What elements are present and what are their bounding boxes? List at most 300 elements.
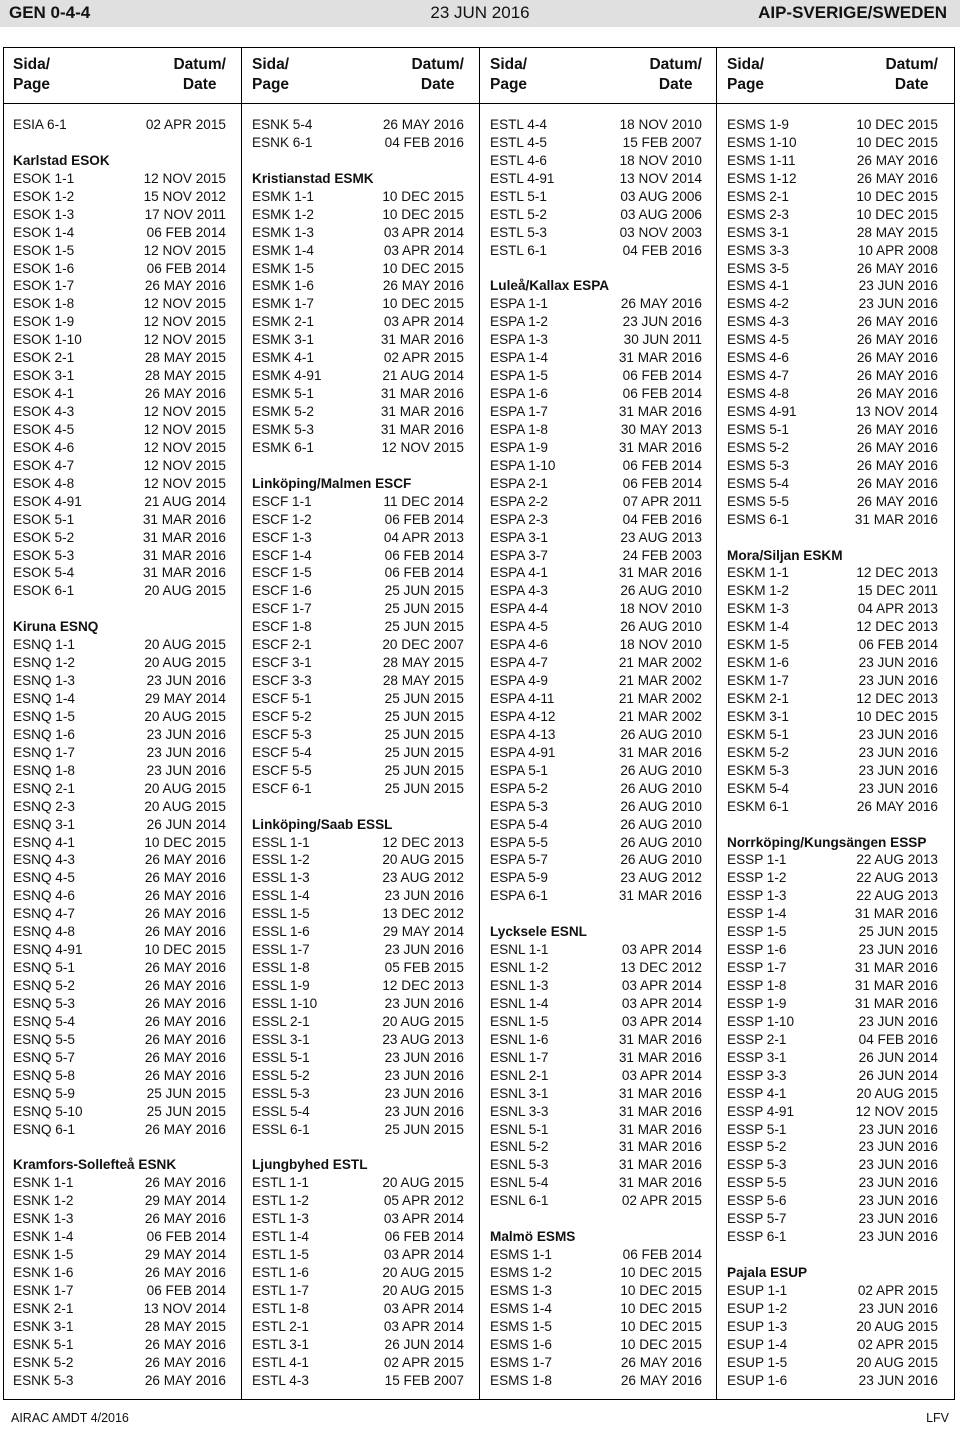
effective-date: 12 DEC 2013 (382, 834, 464, 850)
page-entry (490, 1085, 702, 1103)
page-ref: ESPA 1-9 (490, 439, 548, 455)
page-ref: ESOK 1-4 (13, 224, 75, 240)
page-entry (13, 475, 226, 493)
page-ref: ESNK 1-7 (13, 1282, 74, 1298)
effective-date: 23 JUN 2016 (146, 744, 226, 760)
page-ref: ESNL 3-3 (490, 1103, 549, 1119)
page-ref: ESCF 1-6 (252, 583, 312, 599)
page-ref: ESOK 1-5 (13, 242, 75, 258)
effective-date: 20 AUG 2015 (144, 798, 226, 814)
page-ref: ESTL 5-3 (490, 224, 547, 240)
page-ref: ESKM 1-7 (727, 673, 789, 689)
page-label-en: Page (727, 76, 765, 93)
page-ref: ESCF 1-5 (252, 565, 312, 581)
effective-date: 20 AUG 2015 (382, 1175, 464, 1191)
effective-date: 28 MAY 2015 (144, 350, 226, 366)
page-ref: ESMS 1-9 (727, 117, 789, 132)
page-ref: ESKM 1-4 (727, 619, 789, 635)
page-entry (13, 816, 226, 834)
page-ref: ESTL 4-91 (490, 170, 555, 186)
page-ref: ESSL 1-3 (252, 870, 310, 886)
effective-date: 15 FEB 2007 (384, 1372, 464, 1388)
effective-date: 12 NOV 2015 (143, 170, 226, 186)
page-entry (252, 672, 464, 690)
effective-date: 25 JUN 2015 (146, 1103, 226, 1119)
effective-date: 26 JUN 2014 (858, 1049, 938, 1065)
page-entry (252, 331, 464, 349)
page-entry (13, 1300, 226, 1318)
page-entry (727, 349, 938, 367)
page-ref: ESNK 5-4 (252, 117, 313, 132)
page-entry (490, 600, 702, 618)
page-entry (490, 385, 702, 403)
page-ref: ESSL 1-9 (252, 978, 310, 993)
page-entry (252, 1318, 464, 1336)
page-entry (13, 1031, 226, 1049)
page-entry (727, 1067, 938, 1085)
page-entry (252, 493, 464, 511)
page-ref: ESCF 6-1 (252, 780, 312, 796)
page-entry (13, 529, 226, 547)
page-ref: ESOK 6-1 (13, 583, 75, 599)
page-ref: ESTL 3-1 (252, 1336, 309, 1352)
page-ref: ESNK 6-1 (252, 134, 313, 150)
page-entry (727, 672, 938, 690)
effective-date: 26 JUN 2014 (384, 1336, 464, 1352)
page-entry (252, 1300, 464, 1318)
effective-date: 26 JUN 2014 (858, 1067, 938, 1083)
page-entry (727, 1085, 938, 1103)
page-ref: ESTL 4-6 (490, 152, 547, 168)
effective-date: 21 MAR 2002 (618, 673, 702, 689)
page-ref: ESUP 1-4 (727, 1336, 788, 1352)
page-ref: ESUP 1-6 (727, 1372, 788, 1388)
effective-date: 31 MAR 2016 (618, 1139, 702, 1155)
page-entry (252, 260, 464, 278)
page-ref: ESSP 1-2 (727, 870, 787, 886)
page-ref: ESOK 1-10 (13, 332, 82, 348)
page-entry (252, 851, 464, 869)
page-entry (727, 1372, 938, 1390)
page-entry (252, 941, 464, 959)
effective-date: 26 MAY 2016 (144, 386, 226, 402)
issue-date: 23 JUN 2016 (430, 3, 530, 22)
column-header (727, 55, 938, 99)
page-ref: ESMS 2-1 (727, 188, 789, 204)
page-entry (727, 206, 938, 224)
effective-date: 31 MAR 2016 (618, 1157, 702, 1173)
page-ref: ESNL 1-2 (490, 960, 549, 976)
effective-date: 23 JUN 2016 (858, 744, 938, 760)
page-entry (727, 618, 938, 636)
page-ref: ESNL 1-7 (490, 1049, 549, 1065)
effective-date: 17 NOV 2011 (144, 206, 226, 222)
page-entry (727, 762, 938, 780)
effective-date: 06 FEB 2014 (146, 260, 226, 276)
page-entry (727, 905, 938, 923)
footer-publisher: LFV (926, 1411, 949, 1425)
effective-date: 31 MAR 2016 (618, 1085, 702, 1101)
page-entry (252, 1282, 464, 1300)
effective-date: 03 APR 2014 (383, 1318, 464, 1334)
page-ref: ESSL 1-1 (252, 834, 310, 850)
page-ref: ESOK 4-3 (13, 404, 75, 419)
page-ref: ESMS 1-3 (490, 1282, 552, 1298)
column-divider (241, 47, 242, 1400)
effective-date: 26 AUG 2010 (620, 852, 702, 868)
effective-date: 06 FEB 2014 (858, 637, 938, 653)
page-entry (13, 547, 226, 565)
page-ref: ESMK 4-1 (252, 350, 314, 366)
effective-date: 31 MAR 2016 (618, 744, 702, 760)
effective-date: 07 APR 2011 (622, 493, 702, 509)
page-ref: ESPA 3-7 (490, 547, 548, 563)
effective-date: 23 JUN 2016 (146, 762, 226, 778)
page-entry (252, 1354, 464, 1372)
effective-date: 23 JUN 2016 (384, 942, 464, 958)
effective-date: 06 FEB 2014 (146, 224, 226, 240)
effective-date: 06 FEB 2014 (622, 457, 702, 473)
page-entry (727, 600, 938, 618)
effective-date: 10 DEC 2015 (382, 296, 464, 312)
page-ref: ESNQ 4-8 (13, 924, 75, 940)
page-entry (490, 1264, 702, 1282)
page-ref: ESPA 1-4 (490, 350, 548, 366)
page-entry (252, 529, 464, 547)
page-ref: ESSL 5-1 (252, 1049, 310, 1065)
page-ref: ESNQ 1-8 (13, 762, 75, 778)
effective-date: 26 MAY 2016 (382, 117, 464, 132)
effective-date: 21 MAR 2002 (618, 655, 702, 671)
effective-date: 24 FEB 2003 (622, 547, 702, 563)
date-label: Datum/ (173, 56, 226, 73)
page-ref: ESSP 1-8 (727, 978, 787, 993)
page-ref: ESNL 5-1 (490, 1121, 549, 1137)
page-ref: ESPA 3-1 (490, 529, 548, 545)
effective-date: 26 MAY 2016 (144, 924, 226, 940)
page-entry (252, 959, 464, 977)
page-entry (727, 654, 938, 672)
page-entry (490, 224, 702, 242)
effective-date: 12 NOV 2015 (143, 457, 226, 473)
page-entry (252, 1192, 464, 1210)
page-ref: ESCF 2-1 (252, 637, 312, 653)
aerodrome-heading (13, 618, 226, 636)
spacer (13, 600, 226, 618)
effective-date: 31 MAR 2016 (142, 511, 226, 527)
page-ref: ESNK 5-3 (13, 1372, 74, 1388)
page-entry (727, 923, 938, 941)
page-entry (490, 1067, 702, 1085)
page-ref: ESNK 1-5 (13, 1247, 74, 1263)
page-ref: ESPA 1-7 (490, 404, 548, 419)
page-ref: ESMK 6-1 (252, 439, 314, 455)
page-ref: ESPA 4-9 (490, 673, 548, 689)
effective-date: 26 MAY 2016 (856, 457, 938, 473)
page-entry (727, 1228, 938, 1246)
page-ref: ESMS 4-3 (727, 314, 789, 330)
page-ref: ESPA 5-7 (490, 852, 548, 868)
page-entry (490, 851, 702, 869)
page-ref: ESSP 1-3 (727, 888, 787, 904)
page-entry (252, 439, 464, 457)
page-entry (252, 995, 464, 1013)
page-entry (727, 421, 938, 439)
page-entry (252, 1228, 464, 1246)
page-entry (727, 1138, 938, 1156)
page-entry (13, 331, 226, 349)
effective-date: 21 MAR 2002 (618, 708, 702, 724)
page-ref: ESNL 1-4 (490, 995, 549, 1011)
effective-date: 03 APR 2014 (383, 314, 464, 330)
page-ref: ESUP 1-1 (727, 1282, 788, 1298)
effective-date: 31 MAR 2016 (142, 529, 226, 545)
effective-date: 20 AUG 2015 (144, 637, 226, 653)
page-entry (252, 403, 464, 421)
page-entry (490, 1318, 702, 1336)
effective-date: 04 FEB 2016 (384, 134, 464, 150)
effective-date: 10 DEC 2015 (856, 134, 938, 150)
page-entry (252, 1246, 464, 1264)
page-entry (490, 762, 702, 780)
page-ref: ESOK 3-1 (13, 368, 75, 384)
page-entry (727, 851, 938, 869)
page-ref: ESMS 1-7 (490, 1354, 552, 1370)
page-ref: ESNQ 1-5 (13, 708, 75, 724)
page-entry (13, 1228, 226, 1246)
page-entry (13, 116, 226, 134)
effective-date: 12 NOV 2015 (143, 332, 226, 348)
effective-date: 26 MAY 2016 (856, 386, 938, 402)
page-entry (13, 851, 226, 869)
page-entry (727, 1210, 938, 1228)
page-entry (727, 869, 938, 887)
effective-date: 20 AUG 2015 (856, 1085, 938, 1101)
effective-date: 10 DEC 2015 (856, 117, 938, 132)
effective-date: 26 MAY 2016 (144, 278, 226, 294)
page-ref: ESPA 4-5 (490, 619, 548, 635)
effective-date: 28 MAY 2015 (382, 655, 464, 671)
page-entry (252, 1372, 464, 1390)
effective-date: 03 APR 2014 (621, 978, 702, 993)
effective-date: 03 AUG 2006 (620, 206, 702, 222)
page-entry (727, 385, 938, 403)
page-ref: ESTL 6-1 (490, 242, 547, 258)
page-ref: ESPA 1-1 (490, 296, 548, 312)
page-entry (252, 421, 464, 439)
page-ref: ESNQ 4-1 (13, 834, 75, 850)
page-ref: ESOK 1-6 (13, 260, 75, 276)
page-ref: ESSL 2-1 (252, 1013, 310, 1029)
aerodrome-heading (252, 1156, 464, 1174)
effective-date: 12 NOV 2015 (143, 421, 226, 437)
effective-date: 12 NOV 2015 (855, 1103, 938, 1119)
aerodrome-heading (727, 834, 938, 852)
effective-date: 23 AUG 2013 (382, 1031, 464, 1047)
effective-date: 10 DEC 2015 (620, 1336, 702, 1352)
effective-date: 25 JUN 2015 (384, 780, 464, 796)
page-entry (13, 1264, 226, 1282)
page-entry (13, 260, 226, 278)
effective-date: 26 MAY 2016 (620, 1372, 702, 1388)
page-entry (490, 1282, 702, 1300)
date-label: Datum/ (649, 56, 702, 73)
aerodrome-name: Ljungbyhed ESTL (252, 1157, 368, 1173)
page-ref: ESSP 1-6 (727, 942, 787, 958)
page-ref: ESSP 5-2 (727, 1139, 787, 1155)
effective-date: 28 MAY 2015 (856, 224, 938, 240)
effective-date: 03 APR 2014 (383, 224, 464, 240)
page-ref: ESSP 4-91 (727, 1103, 795, 1119)
page-entry (490, 421, 702, 439)
effective-date: 04 FEB 2016 (622, 242, 702, 258)
page-ref: ESPA 4-11 (490, 691, 555, 706)
page-ref: ESMS 2-3 (727, 206, 789, 222)
effective-date: 23 JUN 2016 (384, 995, 464, 1011)
effective-date: 26 MAY 2016 (144, 960, 226, 976)
page-ref: ESCF 5-5 (252, 762, 312, 778)
effective-date: 20 AUG 2015 (144, 583, 226, 599)
page-entry (727, 242, 938, 260)
page-ref: ESSL 6-1 (252, 1121, 310, 1137)
page-entry (727, 1336, 938, 1354)
effective-date: 23 JUN 2016 (858, 942, 938, 958)
header-divider (3, 103, 955, 104)
effective-date: 31 MAR 2016 (618, 1031, 702, 1047)
page-entry (13, 941, 226, 959)
effective-date: 29 MAY 2014 (382, 924, 464, 940)
page-entry (727, 116, 938, 134)
effective-date: 26 AUG 2010 (620, 583, 702, 599)
effective-date: 26 AUG 2010 (620, 726, 702, 742)
effective-date: 13 NOV 2014 (855, 404, 938, 419)
page-entry (490, 636, 702, 654)
page-ref: ESNQ 4-7 (13, 906, 75, 922)
page-entry (727, 1013, 938, 1031)
page-entry (490, 439, 702, 457)
effective-date: 20 AUG 2015 (856, 1318, 938, 1334)
page-ref: ESCF 1-1 (252, 493, 312, 509)
page-entry (490, 295, 702, 313)
effective-date: 03 NOV 2003 (619, 224, 702, 240)
page-ref: ESNQ 1-3 (13, 673, 75, 689)
effective-date: 10 APR 2008 (857, 242, 938, 258)
page-entry (252, 1336, 464, 1354)
page-ref: ESTL 1-7 (252, 1282, 309, 1298)
effective-date: 23 JUN 2016 (858, 1121, 938, 1137)
column-divider (479, 47, 480, 1400)
effective-date: 26 MAY 2016 (620, 1354, 702, 1370)
page-ref: ESSP 1-10 (727, 1013, 795, 1029)
spacer (252, 152, 464, 170)
effective-date: 15 DEC 2011 (857, 583, 938, 599)
page-ref: ESNL 2-1 (490, 1067, 549, 1083)
page-ref: ESTL 1-8 (252, 1300, 309, 1316)
page-ref: ESPA 4-6 (490, 637, 548, 653)
date-label-en: Date (182, 76, 217, 93)
page-entry (13, 1174, 226, 1192)
page-entry (252, 636, 464, 654)
effective-date: 10 DEC 2015 (144, 942, 226, 958)
date-label: Datum/ (411, 56, 464, 73)
page-entry (727, 295, 938, 313)
page-ref: ESUP 1-5 (727, 1354, 788, 1370)
page-entry (13, 385, 226, 403)
aerodrome-heading (727, 547, 938, 565)
effective-date: 31 MAR 2016 (380, 421, 464, 437)
page-ref: ESSP 1-9 (727, 995, 787, 1011)
page-entry (490, 1300, 702, 1318)
page-entry (252, 582, 464, 600)
page-entry (727, 798, 938, 816)
page-ref: ESNK 2-1 (13, 1300, 74, 1316)
effective-date: 13 NOV 2014 (619, 170, 702, 186)
page-ref: ESCF 3-1 (252, 655, 312, 671)
page-entry (727, 475, 938, 493)
effective-date: 20 AUG 2015 (144, 780, 226, 796)
page-entry (727, 1156, 938, 1174)
effective-date: 23 JUN 2016 (858, 655, 938, 671)
page-entry (252, 224, 464, 242)
aerodrome-heading (252, 475, 464, 493)
effective-date: 26 MAY 2016 (856, 350, 938, 366)
page-entry (252, 242, 464, 260)
effective-date: 12 DEC 2013 (856, 565, 938, 581)
page-ref: ESKM 5-1 (727, 726, 789, 742)
page-ref: ESNQ 2-3 (13, 798, 75, 814)
page-ref: ESTL 1-6 (252, 1265, 309, 1280)
page-ref: ESMS 3-3 (727, 242, 789, 258)
effective-date: 25 JUN 2015 (384, 726, 464, 742)
effective-date: 02 APR 2015 (621, 1193, 702, 1209)
effective-date: 31 MAR 2016 (618, 439, 702, 455)
page-entry (727, 313, 938, 331)
page-ref: ESSP 6-1 (727, 1229, 787, 1245)
page-ref: ESNL 3-1 (490, 1085, 549, 1101)
page-entry (727, 1121, 938, 1139)
page-label: Sida/ (252, 56, 290, 73)
effective-date: 20 DEC 2007 (382, 637, 464, 653)
effective-date: 20 AUG 2015 (382, 1265, 464, 1280)
page-entry (13, 188, 226, 206)
page-entry (727, 457, 938, 475)
page-ref: ESNQ 5-2 (13, 978, 75, 993)
page-entry (490, 475, 702, 493)
page-entry (490, 1103, 702, 1121)
effective-date: 03 APR 2014 (621, 1067, 702, 1083)
effective-date: 26 AUG 2010 (620, 619, 702, 635)
page-entry (490, 1372, 702, 1390)
effective-date: 26 MAY 2016 (856, 152, 938, 168)
effective-date: 31 MAR 2016 (618, 404, 702, 419)
effective-date: 29 MAY 2014 (144, 1247, 226, 1263)
page-ref: ESOK 1-3 (13, 206, 75, 222)
aerodrome-name: Kristianstad ESMK (252, 170, 374, 186)
page-ref: ESMS 5-4 (727, 475, 789, 491)
page-entry (13, 834, 226, 852)
effective-date: 23 JUN 2016 (858, 673, 938, 689)
effective-date: 31 MAR 2016 (618, 350, 702, 366)
effective-date: 21 MAR 2002 (618, 691, 702, 706)
effective-date: 31 MAR 2016 (854, 978, 938, 993)
effective-date: 26 MAY 2016 (856, 475, 938, 491)
page-entry (13, 726, 226, 744)
page-entry (727, 1103, 938, 1121)
effective-date: 23 JUN 2016 (858, 1300, 938, 1316)
page-entry (13, 798, 226, 816)
page-entry (13, 869, 226, 887)
page-entry (490, 869, 702, 887)
